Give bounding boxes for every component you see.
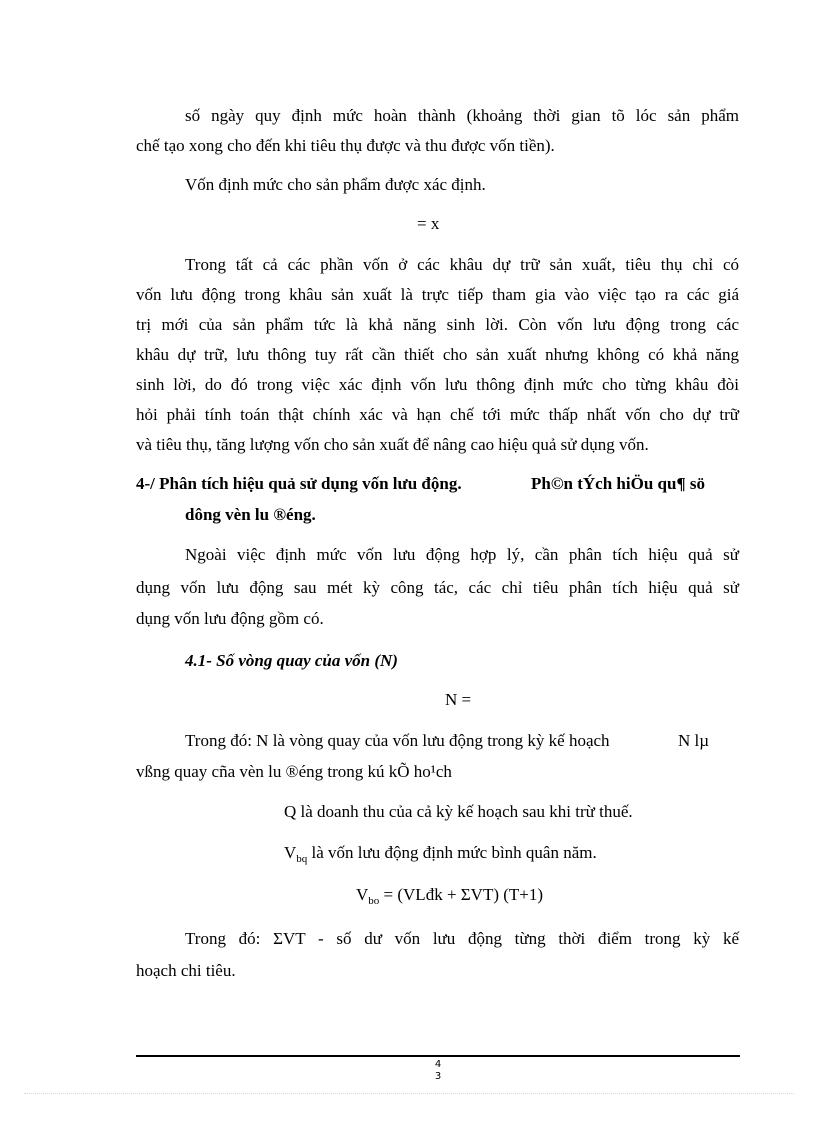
- paragraph-line: Ngoài việc định mức vốn lưu động hợp lý, cần phân tích hiệu quả sử: [185, 545, 739, 564]
- variable: V: [284, 843, 297, 862]
- section-heading: 4-/ Phân tích hiệu quả sử dụng vốn lưu động.: [136, 474, 462, 493]
- paragraph-line: và tiêu thụ, tăng lượng vốn cho sản xuất để nâng cao hiệu quả sử dụng vốn.: [136, 435, 649, 454]
- paragraph-line: Trong đó: N là vòng quay của vốn lưu động trong kỳ kế hoạch: [185, 731, 610, 750]
- page-number: 4: [434, 1059, 442, 1070]
- formula-placeholder: N =: [445, 690, 472, 709]
- paragraph-line: trị mới của sản phẩm tức là khả năng sinh lời. Còn vốn lưu động trong các: [136, 315, 739, 334]
- formula-line: [356, 885, 543, 911]
- paragraph-line: Trong đó: ΣVT - số dư vốn lưu động từng thời điểm trong kỳ kế: [185, 929, 739, 948]
- paragraph-line: khâu dự trữ, lưu thông tuy rất cần thiết cho sản xuất nhưng không có khả năng: [136, 345, 739, 364]
- formula-placeholder: = x: [417, 214, 440, 233]
- paragraph-line: dụng vốn lưu động gồm có.: [136, 609, 324, 628]
- paragraph-line: hoạch chi tiêu.: [136, 961, 236, 980]
- definition-line: [284, 843, 597, 869]
- section-heading-garbled: Ph©n tÝch hiÖu qu¶ sö: [531, 474, 705, 493]
- paragraph-line: Vốn định mức cho sản phẩm được xác định.: [185, 175, 486, 194]
- page-bottom-border: [24, 1093, 794, 1094]
- section-heading-garbled: dông vèn lu ®éng.: [185, 505, 316, 524]
- footer-rule: [136, 1055, 740, 1057]
- variable-subscript: bo: [368, 895, 380, 907]
- paragraph-line: hỏi phải tính toán thật chính xác và hạn chế tới mức thấp nhất vốn cho dự trữ: [136, 405, 739, 424]
- paragraph-line: Trong tất cả các phần vốn ở các khâu dự trữ sản xuất, tiêu thụ chỉ có: [185, 255, 739, 274]
- definition-text: là vốn lưu động định mức bình quân năm.: [307, 843, 597, 862]
- variable: V: [356, 885, 369, 904]
- paragraph-line: sinh lời, do đó trong việc xác định vốn lưu thông định mức cho từng khâu đòi: [136, 375, 739, 394]
- formula-text: = (VLđk + ΣVT) (T+1): [379, 885, 544, 904]
- paragraph-line: dụng vốn lưu động sau mét kỳ công tác, các chỉ tiêu phân tích hiệu quả sử: [136, 578, 739, 597]
- variable-subscript: bq: [296, 853, 308, 865]
- paragraph-line-garbled: vßng quay cña vèn lu ®éng trong kú kÕ ho¹ch: [136, 762, 452, 781]
- subsection-heading: 4.1- Số vòng quay của vốn (N): [185, 651, 398, 670]
- paragraph-line: số ngày quy định mức hoàn thành (khoảng thời gian tõ lóc sản phẩm: [185, 106, 739, 125]
- paragraph-line: chế tạo xong cho đến khi tiêu thụ được và thu được vốn tiền).: [136, 136, 555, 155]
- paragraph-line: vốn lưu động trong khâu sản xuất là trực tiếp tham gia vào việc tạo ra các giá: [136, 285, 739, 304]
- paragraph-line-garbled: N lµ: [678, 731, 710, 750]
- page-number: 3: [434, 1071, 442, 1082]
- definition-line: Q là doanh thu của cả kỳ kế hoạch sau khi trừ thuế.: [284, 802, 633, 821]
